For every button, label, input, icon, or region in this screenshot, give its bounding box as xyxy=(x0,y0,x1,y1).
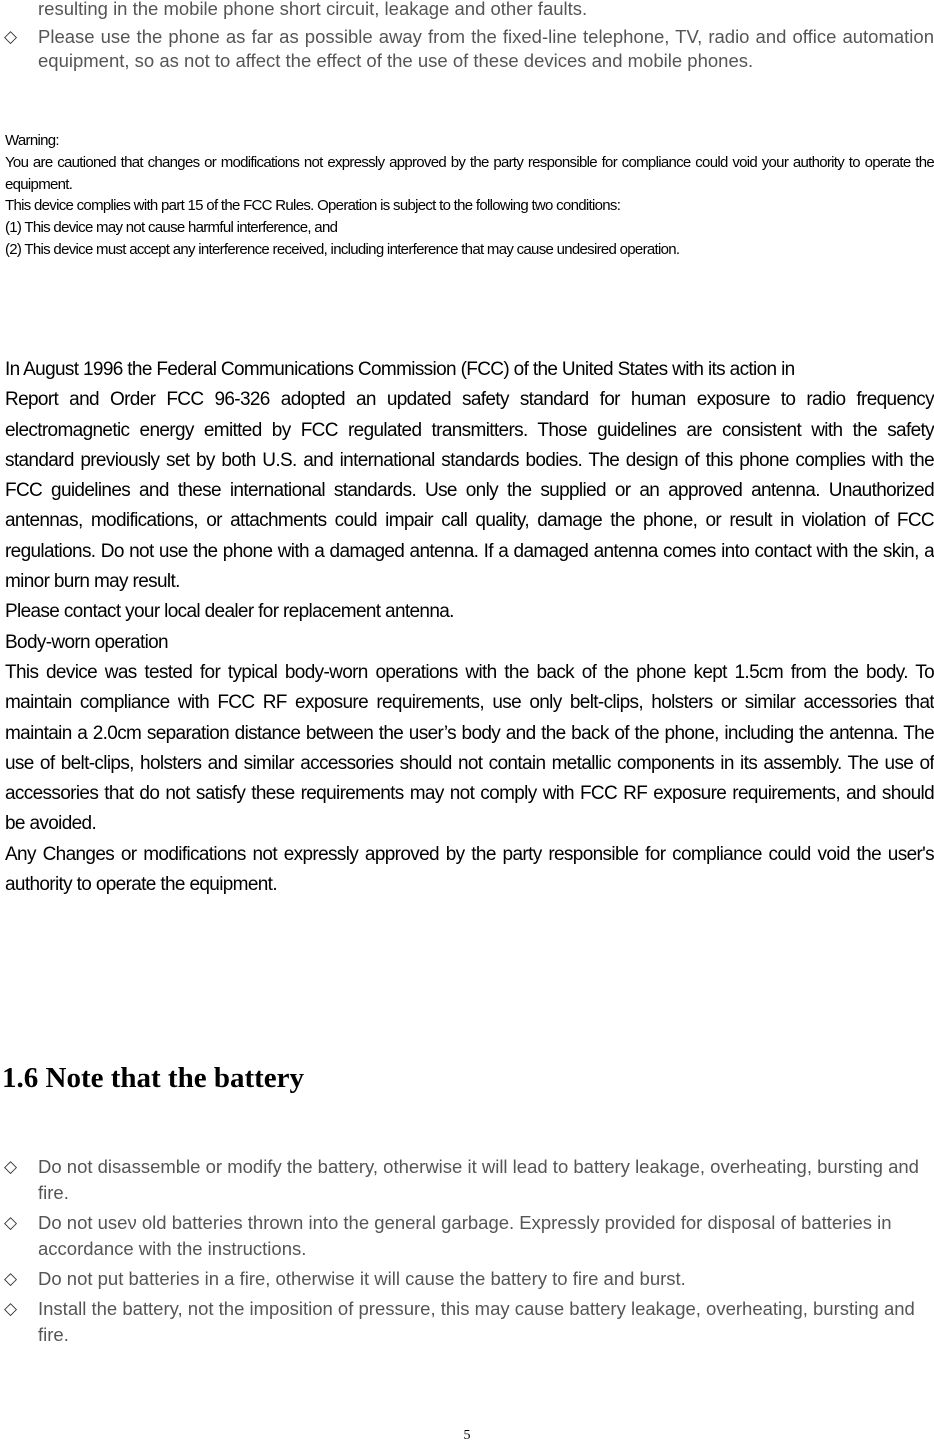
condition-1: (1) This device may not cause harmful interference, and xyxy=(5,219,338,237)
paragraph: In August 1996 the Federal Communications Commission (FCC) of the United States with its action in xyxy=(5,359,795,380)
paragraph: Any Changes or modifications not expressly approved by the party responsible for compliance could void the user's authority to operate the equipment. xyxy=(5,843,934,896)
condition-2: (2) This device must accept any interference received, including interference that may cause undesired operation. xyxy=(5,240,680,258)
list-item xyxy=(4,1210,934,1262)
bullet-text: Do not disassemble or modify the battery, otherwise it will lead to battery leakage, overheating, bursting and fire. xyxy=(38,1156,919,1203)
rf-exposure-block xyxy=(5,355,934,900)
continued-bullet-text: resulting in the mobile phone short circuit, leakage and other faults. xyxy=(38,0,588,19)
fcc-warning-block xyxy=(5,130,934,261)
diamond-bullet-icon: ◇ xyxy=(4,27,18,47)
diamond-bullet-icon: ◇ xyxy=(4,1157,18,1177)
page-number: 5 xyxy=(463,1428,471,1443)
warning-text: You are cautioned that changes or modifications not expressly approved by the party responsible for compliance could void your authority to operate the equipment. xyxy=(5,153,934,193)
paragraph: Please contact your local dealer for replacement antenna. xyxy=(5,601,454,623)
diamond-bullet-icon: ◇ xyxy=(4,1213,18,1233)
list-item xyxy=(4,1266,934,1292)
list-item xyxy=(4,1154,934,1206)
list-item xyxy=(4,25,934,73)
paragraph: This device was tested for typical body-worn operations with the back of the phone kept 1.5cm from the body. To maintain compliance with FCC RF exposure requirements, use only belt-clips, holsters or similar accessories that maintain a 2.0cm separation distance between the user’s body and the back of the phone, including the antenna. The use of belt-clips, holsters and similar accessories should not contain metallic components in its assembly. The use of accessories that do not satisfy these requirements may not comply with FCC RF exposure requirements, and should be avoided. xyxy=(5,661,934,835)
paragraph: Report and Order FCC 96-326 adopted an updated safety standard for human exposure to radio frequency electromagnetic energy emitted by FCC regulated transmitters. Those guidelines are consistent with the safety standard previously set by both U.S. and international standards bodies. The design of this phone complies with the FCC guidelines and these international standards. Use only the supplied or an approved antenna. Unauthorized antennas, modifications, or attachments could impair call quality, damage the phone, or result in violation of FCC regulations. Do not use the phone with a damaged antenna. If a damaged antenna comes into contact with the skin, a minor burn may result. xyxy=(5,389,934,593)
diamond-bullet-icon: ◇ xyxy=(4,1269,18,1289)
warning-label: Warning: xyxy=(5,132,59,149)
diamond-bullet-icon: ◇ xyxy=(4,1299,18,1319)
compliance-statement: This device complies with part 15 of the FCC Rules. Operation is subject to the following two conditions: xyxy=(5,197,621,215)
bullet-text: Please use the phone as far as possible away from the fixed-line telephone, TV, radio and office automation equipment, so as not to affect the effect of the use of these devices and mobile phones. xyxy=(38,26,934,71)
bullet-text: Do not put batteries in a fire, otherwise it will cause the battery to fire and burst. xyxy=(38,1268,686,1289)
section-heading: 1.6 Note that the battery xyxy=(2,1062,305,1094)
paragraph: Body-worn operation xyxy=(5,631,168,653)
list-item xyxy=(4,1296,934,1348)
bullet-text: Do not useν old batteries thrown into the general garbage. Expressly provided for disposal of batteries in accordance with the instructions. xyxy=(38,1212,892,1259)
bullet-text: Install the battery, not the imposition of pressure, this may cause battery leakage, overheating, bursting and fire. xyxy=(38,1298,915,1345)
battery-bullet-list xyxy=(4,1154,934,1352)
top-bullet-list xyxy=(4,25,934,73)
